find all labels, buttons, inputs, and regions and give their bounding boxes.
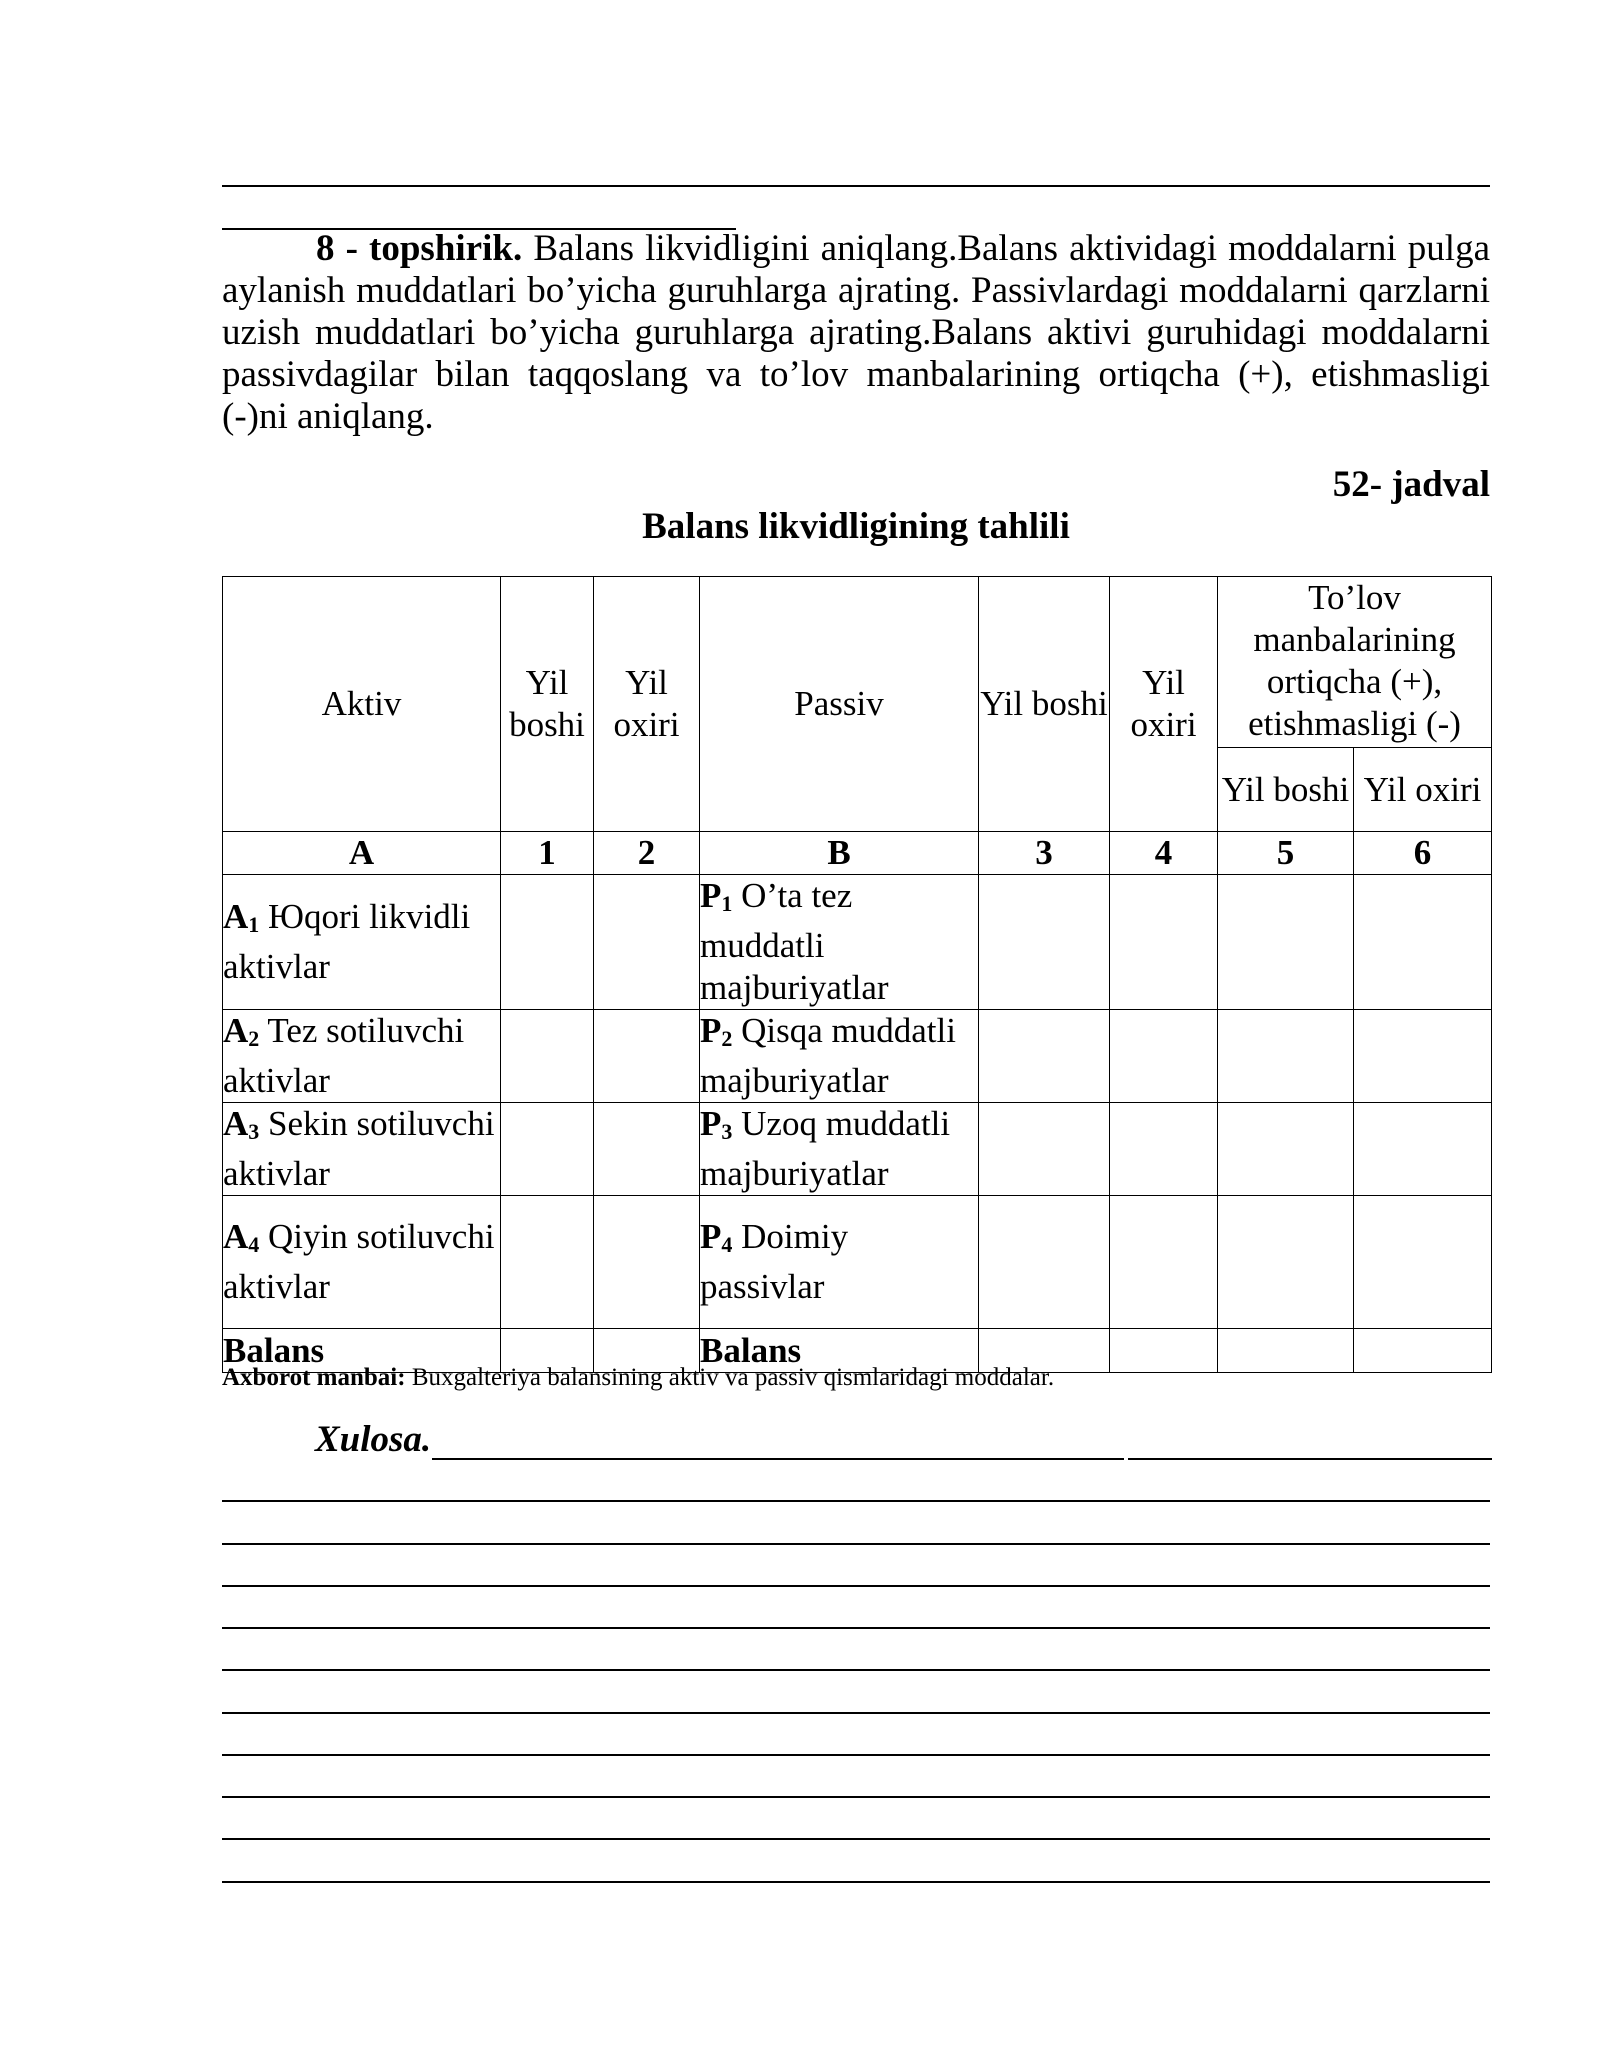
passiv-cell: $P_1$ O’ta tez muddatli majburiyatlar [700,875,979,1010]
value-cell[interactable] [1110,1329,1218,1373]
conclusion-line[interactable] [222,1838,1490,1840]
table-row [223,1196,1492,1329]
value-cell[interactable] [1354,1103,1492,1196]
value-cell[interactable] [979,875,1110,1010]
column-number: A [223,832,501,875]
conclusion-line[interactable] [222,1796,1490,1798]
column-number: B [700,832,979,875]
value-cell[interactable] [594,1103,700,1196]
header-passiv-yil-boshi: Yil boshi [979,577,1110,832]
source-note [222,1364,1054,1392]
total-passiv-label: Balans [700,1329,979,1373]
aktiv-cell: $A_3$ Sekin sotiluvchi aktivlar [223,1103,501,1196]
conclusion-label: Xulosa. [315,1419,432,1460]
value-cell[interactable] [1218,1103,1354,1196]
source-text: Buxgalteriya balansining aktiv va passiv qismlaridagi moddalar. [411,1364,1055,1391]
blank-line [222,185,1490,187]
value-cell[interactable] [594,875,700,1010]
value-cell[interactable] [1218,1196,1354,1329]
value-cell[interactable] [1354,1196,1492,1329]
value-cell[interactable] [1354,1010,1492,1103]
table-number: 52- jadval [1332,464,1490,505]
value-cell[interactable] [1110,1010,1218,1103]
source-label: Axborot manbai: [222,1364,406,1391]
conclusion-line[interactable] [222,1754,1490,1756]
aktiv-cell: $A_4$ Qiyin sotiluvchi aktivlar [223,1196,501,1329]
task-paragraph [222,228,1490,438]
conclusion-line[interactable] [222,1543,1490,1545]
column-number: 3 [979,832,1110,875]
header-aktiv: Aktiv [223,577,501,832]
value-cell[interactable] [501,1103,594,1196]
conclusion-line[interactable] [222,1712,1490,1714]
value-cell[interactable] [1354,1329,1492,1373]
conclusion-line[interactable] [222,1627,1490,1629]
column-number: 6 [1354,832,1492,875]
value-cell[interactable] [1110,875,1218,1010]
aktiv-cell: $A_1$ Юqori likvidli aktivlar [223,875,501,1010]
value-cell[interactable] [1110,1196,1218,1329]
value-cell[interactable] [1218,1329,1354,1373]
conclusion-line[interactable] [222,1500,1490,1502]
column-number: 1 [501,832,594,875]
table-title: Balans likvidligining tahlili [642,506,1070,547]
value-cell[interactable] [501,1010,594,1103]
value-cell[interactable] [979,1103,1110,1196]
value-cell[interactable] [1218,1010,1354,1103]
value-cell[interactable] [1354,875,1492,1010]
column-number: 4 [1110,832,1218,875]
value-cell[interactable] [501,875,594,1010]
task-number: 8 - topshirik. [316,228,523,269]
passiv-cell: $P_2$ Qisqa muddatli majburiyatlar [700,1010,979,1103]
passiv-cell: $P_4$ Doimiy passivlar [700,1196,979,1329]
passiv-cell: $P_3$ Uzoq muddatli majburiyatlar [700,1103,979,1196]
conclusion-line[interactable] [222,1669,1490,1671]
header-tolov: To’lov manbalarining ortiqcha (+), etishmasligi (-) [1218,577,1492,748]
task-text: Balans likvidligini aniqlang.Balans aktividagi moddalarni pulga aylanish muddatlari bo’yicha guruhlarga ajrating. Passivlardagi moddalarni qarzlarni uzish muddatlari bo’yicha guruhlarga ajrating.Balans aktivi guruhidagi moddalarni passivdagilar bilan taqqoslang va to’lov manbalarining ortiqcha (+), etishmasligi (-)ni aniqlang. [222,228,1490,437]
header-passiv-yil-oxiri: Yil oxiri [1110,577,1218,832]
total-aktiv-label: Balans [223,1329,501,1373]
column-number: 2 [594,832,700,875]
aktiv-cell: $A_2$ Tez sotiluvchi aktivlar [223,1010,501,1103]
value-cell[interactable] [979,1196,1110,1329]
header-passiv: Passiv [700,577,979,832]
conclusion-line[interactable] [432,1458,1124,1460]
value-cell[interactable] [1110,1103,1218,1196]
conclusion-line[interactable] [222,1881,1490,1883]
column-number-row [223,832,1492,875]
table-row [223,1010,1492,1103]
header-tolov-yil-oxiri: Yil oxiri [1354,748,1492,832]
table-row [223,1103,1492,1196]
conclusion-line[interactable] [222,1585,1490,1587]
table-row [223,875,1492,1010]
balance-liquidity-table [222,576,1492,1373]
value-cell[interactable] [979,1010,1110,1103]
conclusion-line[interactable] [1128,1458,1492,1460]
header-aktiv-yil-oxiri: Yil oxiri [594,577,700,832]
value-cell[interactable] [501,1196,594,1329]
value-cell[interactable] [594,1196,700,1329]
header-tolov-yil-boshi: Yil boshi [1218,748,1354,832]
column-number: 5 [1218,832,1354,875]
header-aktiv-yil-boshi: Yil boshi [501,577,594,832]
value-cell[interactable] [1218,875,1354,1010]
value-cell[interactable] [594,1010,700,1103]
